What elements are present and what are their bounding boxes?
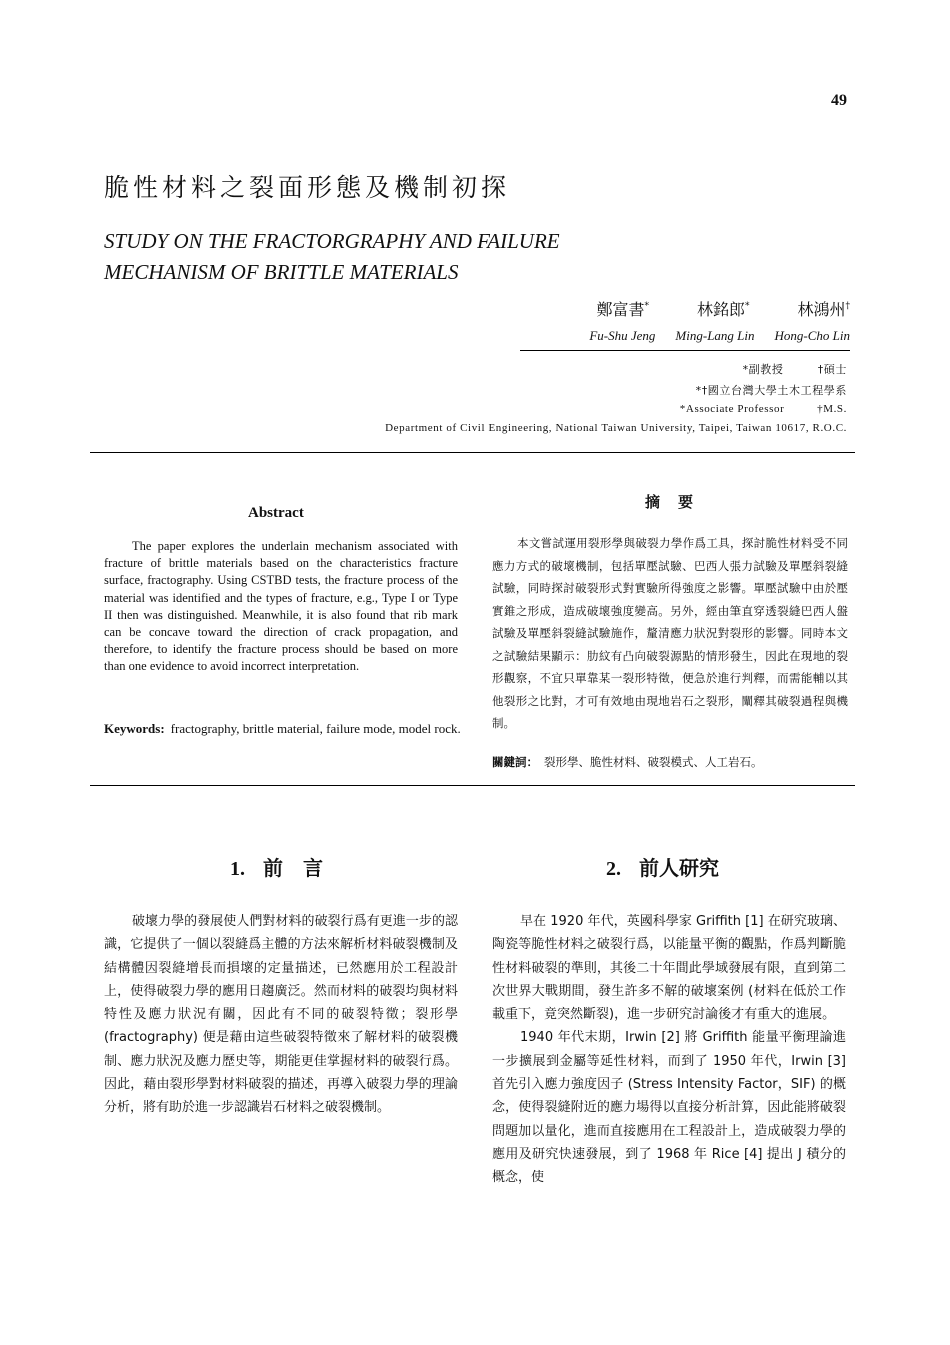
title-chinese: 脆性材料之裂面形態及機制初探 — [104, 173, 511, 202]
abstract-rule — [90, 785, 855, 786]
affiliation-en-title-b: †M.S. — [817, 403, 847, 415]
author-rule — [520, 350, 850, 351]
abstract-title: Abstract — [248, 505, 304, 521]
section-2-number: 2. — [606, 858, 621, 880]
author-cn-2 — [697, 297, 750, 320]
affiliation-en-line-2: Department of Civil Engineering, National Taiwan University, Taipei, Taiwan 10617, R.O.C. — [385, 422, 847, 434]
section-2-body — [492, 910, 846, 1190]
author-en-1: Fu-Shu Jeng — [589, 328, 656, 343]
author-cn-1-name: 鄭富書 — [596, 300, 645, 319]
affiliation-cn-title-b: †碩士 — [817, 363, 847, 376]
section-2-paragraph-2: 1940 年代末期，Irwin [2] 將 Griffith 能量平衡理論進一步擴展到金屬等延性材料，而到了 1950 年代，Irwin [3] 首先引入應力強度因子 (Stress Intensity Factor，SIF) 的概念，使得裂縫附近的應力場得以直接分析計算，因此能將破裂問題加以量化，進而直接應用在工程設計上，造成破裂力學的應用及研究快速發展，到了 1968 年 Rice [4] 提出 J 積分的概念，使 — [492, 1030, 846, 1186]
title-english-line-1: STUDY ON THE FRACTORGRAPHY AND FAILURE — [104, 229, 560, 253]
section-2-paragraph-1: 早在 1920 年代，英國科學家 Griffith [1] 在研究玻璃、陶瓷等脆性材料之破裂行爲，以能量平衡的觀點，作爲判斷脆性材料破裂的準則，其後二十年間此學域發展有限，直到第二次世界大戰期間，發生許多不解的破壞案例 (材料在低於工作載重下，竟突然斷裂)，進一步研究討論後才有重大的進展。 — [492, 914, 846, 1023]
section-2-heading — [606, 852, 719, 881]
section-1-heading — [230, 852, 323, 881]
authors-chinese — [430, 297, 850, 320]
keywords-text: fractography, brittle material, failure mode, model rock. — [170, 721, 461, 736]
authors-english — [589, 328, 850, 344]
abstract-cn-text: 本文嘗試運用裂形學與破裂力學作爲工具，探討脆性材料受不同應力方式的破壞機制，包括單壓試驗、巴西人張力試驗及單壓斜裂縫試驗，同時探討破裂形式對實驗所得強度之影響。單壓試驗中由於壓實錐之形成，造成破壞強度變高。另外，經由筆直穿透裂縫巴西人盤試驗及單壓斜裂縫試驗施作，釐清應力狀況對裂形的影響。同時本文之試驗結果顯示：肋紋有凸向破裂源點的情形發生，因此在現地的裂形觀察，不宜只單靠某一裂形特徵，便急於進行判釋，而需能輔以其他裂形之比對，才可有效地由現地岩石之裂形，闡釋其破裂過程與機制。 — [492, 536, 848, 730]
section-1-number: 1. — [230, 858, 245, 880]
affiliation-cn-title-a: *副教授 — [742, 363, 784, 376]
keywords-cn-text: 裂形學、脆性材料、破裂模式、人工岩石。 — [544, 755, 763, 769]
author-cn-1-mark: * — [644, 301, 649, 312]
affiliation-en-title-a: *Associate Professor — [679, 403, 785, 415]
author-cn-1 — [596, 297, 649, 320]
header-rule — [90, 452, 855, 453]
author-en-3: Hong-Cho Lin — [774, 328, 850, 343]
section-1-body — [104, 910, 458, 1120]
author-cn-3 — [797, 297, 850, 320]
affiliation-cn-line-2: *†國立台灣大學土木工程學系 — [695, 384, 847, 397]
title-english-line-2: MECHANISM OF BRITTLE MATERIALS — [104, 260, 459, 284]
author-cn-2-name: 林銘郎 — [696, 300, 745, 319]
author-cn-2-mark: * — [744, 301, 750, 312]
section-1-title: 前 言 — [263, 856, 323, 880]
title-english — [104, 226, 560, 288]
keywords-label: Keywords: — [104, 721, 165, 736]
abstract-cn-keywords — [492, 754, 763, 770]
section-1-paragraph: 破壞力學的發展使人們對材料的破裂行爲有更進一步的認識，它提供了一個以裂縫爲主體的方法來解析材料破裂機制及結構體因裂縫增長而損壞的定量描述，已然應用於工程設計上，使得破裂力學的應用日趨廣泛。然而材料的破裂均與材料特性及應力狀況有關，因此有不同的破裂特徵；裂形學 (fractography) 便是藉由這些破裂特徵來了解材料的破裂機制、應力狀況及應力歷史等，期能更佳掌握材料的破裂行爲。因此，藉由裂形學對材料破裂的描述，再導入破裂力學的理論分析，將有助於進一步認識岩石材料之破裂機制。 — [104, 914, 458, 1116]
page-number: 49 — [831, 92, 847, 109]
affiliation-en-line-1 — [680, 403, 847, 415]
abstract-body — [104, 538, 458, 676]
keywords-cn-label: 關鍵詞： — [492, 755, 538, 769]
section-2-title: 前人研究 — [639, 856, 719, 880]
author-en-2: Ming-Lang Lin — [675, 328, 755, 343]
abstract-cn-title: 摘要 — [645, 493, 712, 511]
author-cn-3-mark: † — [845, 301, 850, 312]
abstract-cn-body — [492, 532, 848, 735]
affiliation-cn-line-1 — [743, 361, 847, 377]
author-cn-3-name: 林鴻州 — [797, 300, 846, 319]
abstract-text: The paper explores the underlain mechanism associated with fracture of brittle materials based on the characteristics fracture surface, fractography. Using CSTBD tests, the fracture process of the material was identified and the types of fracture, e.g., Type I or Type II then was distinguished. Meanwhile, it is also found that rib mark can be concave toward the direction of crack propagation, and therefore, to identify the fracture process should be based on more than one evidence to avoid incorrect interpretation. — [104, 539, 458, 674]
abstract-keywords — [104, 720, 464, 738]
